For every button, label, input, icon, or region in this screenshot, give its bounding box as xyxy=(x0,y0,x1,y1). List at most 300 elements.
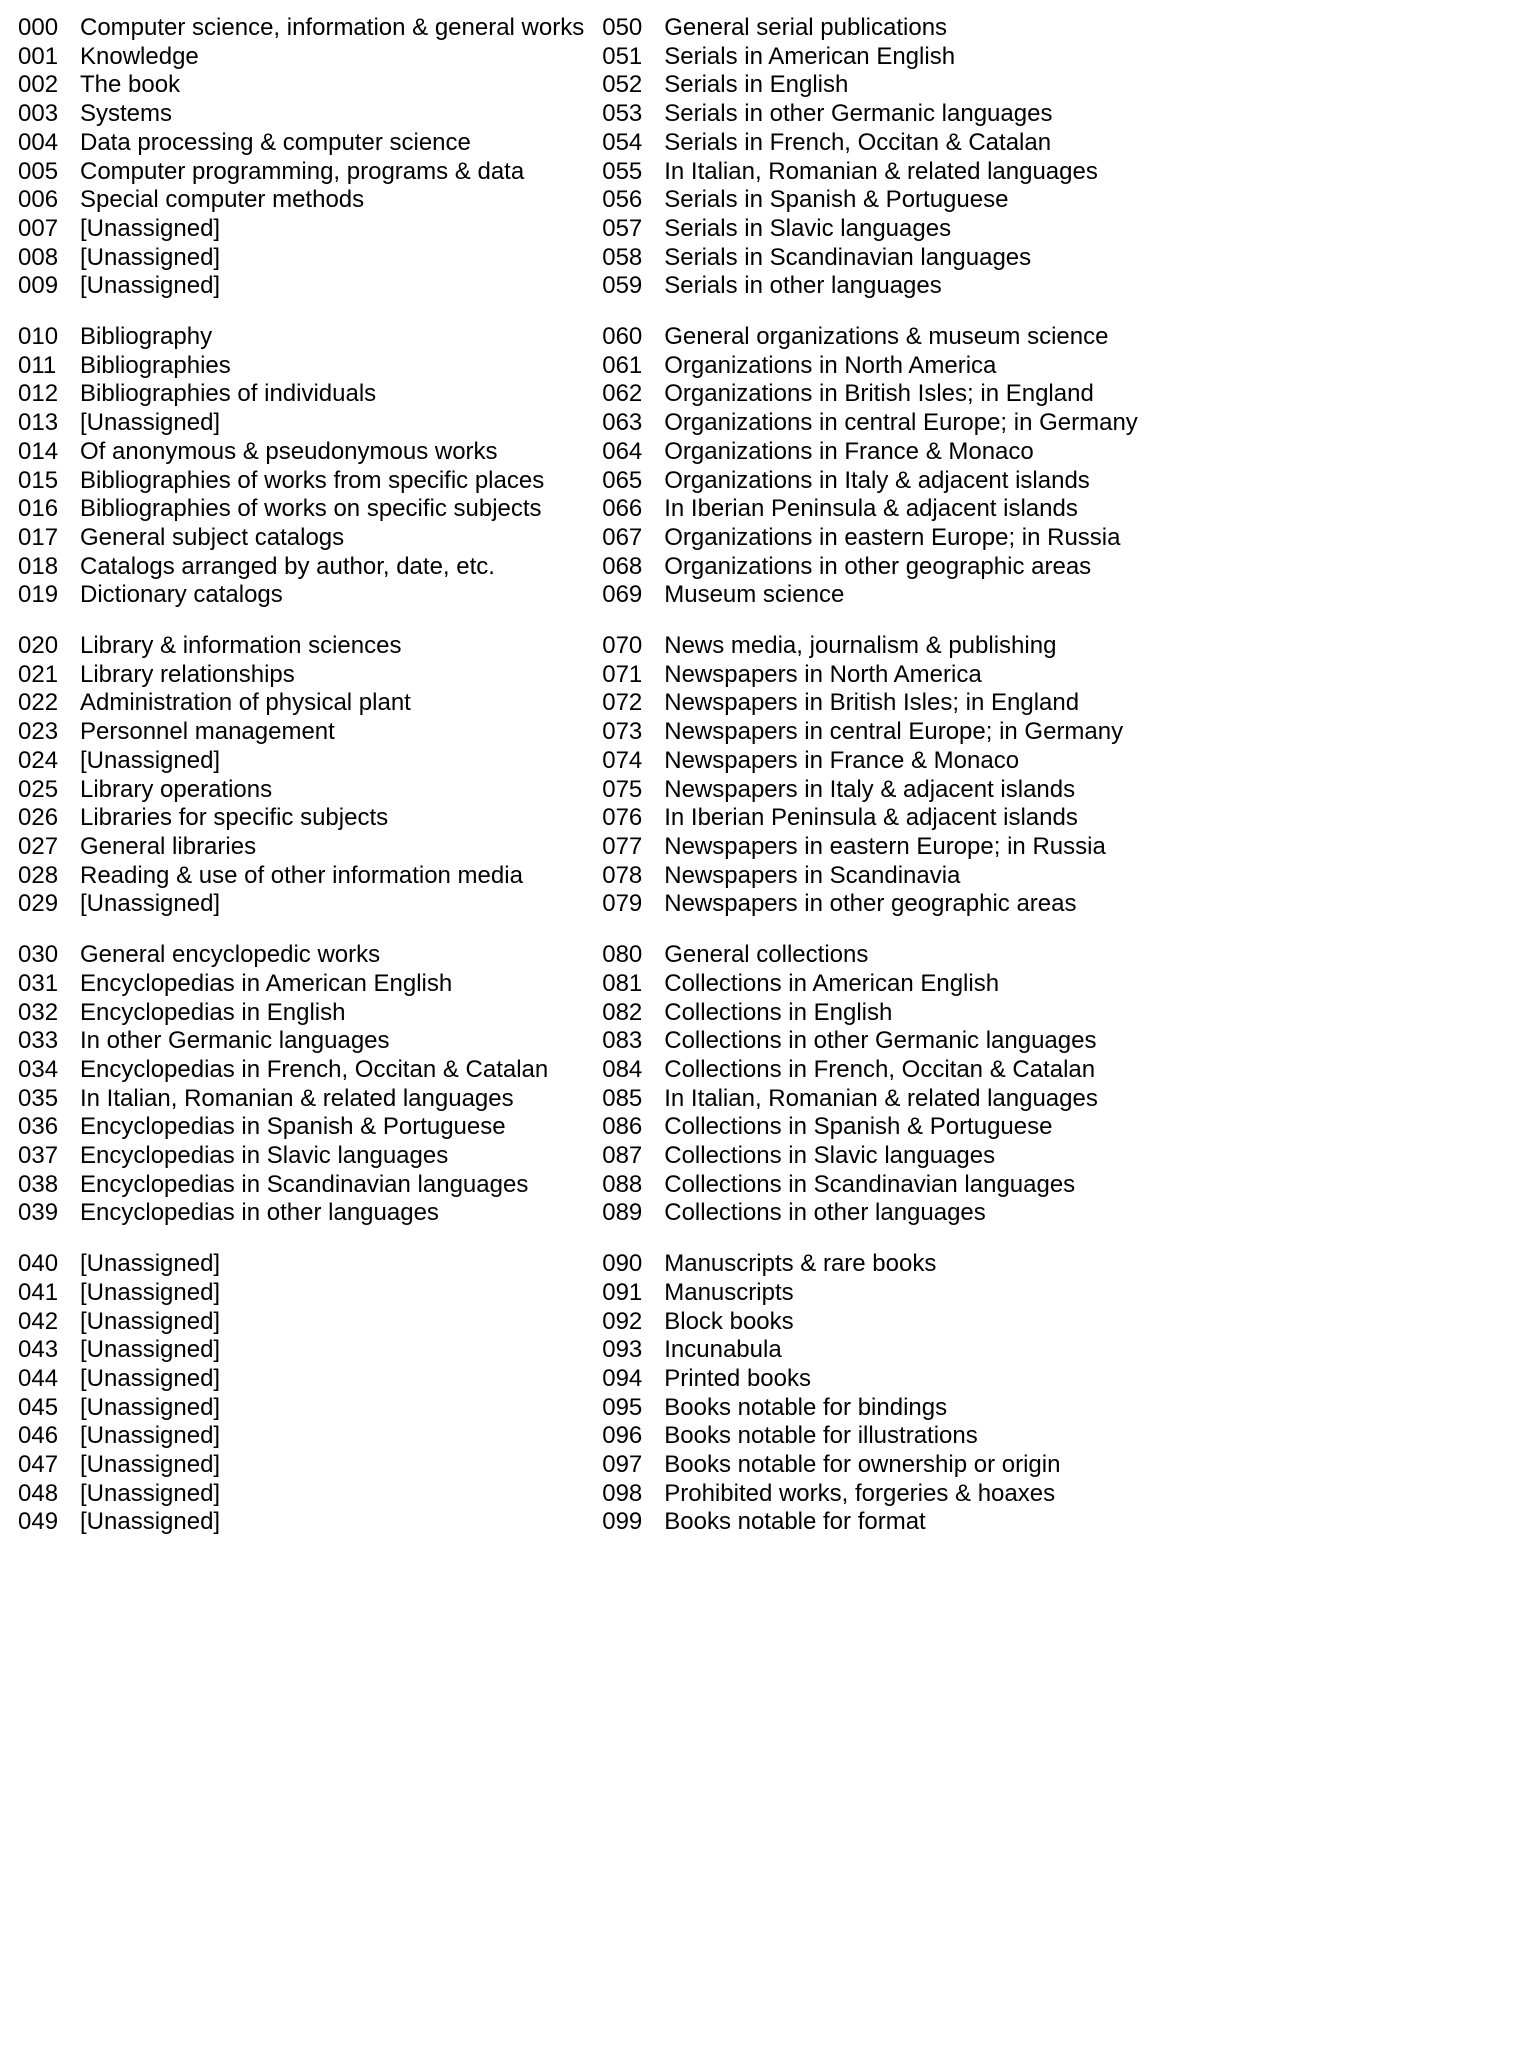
dewey-label: Serials in Spanish & Portuguese xyxy=(664,186,1009,214)
dewey-code: 041 xyxy=(18,1278,59,1306)
dewey-entry-row xyxy=(602,380,1138,409)
dewey-code: 033 xyxy=(18,1027,59,1055)
dewey-code: 061 xyxy=(602,351,643,379)
dewey-entry-row xyxy=(18,244,584,273)
dewey-label: Books notable for bindings xyxy=(664,1393,948,1421)
dewey-label: Serials in other languages xyxy=(664,272,942,300)
dewey-label: Reading & use of other information media xyxy=(80,861,523,889)
dewey-entry-row xyxy=(602,495,1138,524)
dewey-label: Organizations in other geographic areas xyxy=(664,552,1092,580)
dewey-code: 028 xyxy=(18,861,59,889)
dewey-group xyxy=(602,14,1138,301)
dewey-column xyxy=(18,14,584,1559)
dewey-label: Library operations xyxy=(80,775,273,803)
dewey-code: 036 xyxy=(18,1113,59,1141)
dewey-label: Personnel management xyxy=(80,718,335,746)
dewey-entry-row xyxy=(602,438,1138,467)
dewey-label: [Unassigned] xyxy=(80,1422,221,1450)
dewey-entry-row xyxy=(602,1394,1138,1423)
dewey-code: 034 xyxy=(18,1055,59,1083)
dewey-label: Books notable for format xyxy=(664,1508,926,1536)
dewey-label: Systems xyxy=(80,100,173,128)
dewey-label: General libraries xyxy=(80,832,257,860)
dewey-code: 050 xyxy=(602,14,643,41)
dewey-entry-row xyxy=(18,1279,584,1308)
dewey-entry-row xyxy=(18,804,584,833)
dewey-code: 015 xyxy=(18,466,59,494)
dewey-code: 005 xyxy=(18,157,59,185)
dewey-code: 056 xyxy=(602,186,643,214)
dewey-entry-row xyxy=(602,1250,1138,1279)
dewey-code: 060 xyxy=(602,323,643,351)
dewey-code: 079 xyxy=(602,890,643,918)
dewey-code: 063 xyxy=(602,409,643,437)
dewey-code: 088 xyxy=(602,1170,643,1198)
dewey-label: [Unassigned] xyxy=(80,1278,221,1306)
dewey-label: Serials in Scandinavian languages xyxy=(664,243,1032,271)
dewey-entry-row xyxy=(602,632,1138,661)
dewey-entry-row xyxy=(602,553,1138,582)
dewey-label: General collections xyxy=(664,941,869,969)
dewey-entry-row xyxy=(602,215,1138,244)
dewey-entry-row xyxy=(18,718,584,747)
dewey-code: 058 xyxy=(602,243,643,271)
dewey-code: 023 xyxy=(18,718,59,746)
dewey-entry-row xyxy=(602,158,1138,187)
dewey-code: 054 xyxy=(602,128,643,156)
dewey-label: [Unassigned] xyxy=(80,409,221,437)
dewey-label: [Unassigned] xyxy=(80,1508,221,1536)
dewey-label: Special computer methods xyxy=(80,186,365,214)
dewey-label: Collections in English xyxy=(664,998,893,1026)
dewey-entry-row xyxy=(602,524,1138,553)
dewey-entry-row xyxy=(18,380,584,409)
dewey-code: 002 xyxy=(18,71,59,99)
dewey-code: 064 xyxy=(602,437,643,465)
dewey-label: Newspapers in eastern Europe; in Russia xyxy=(664,832,1106,860)
dewey-entry-row xyxy=(18,409,584,438)
dewey-entry-row xyxy=(602,689,1138,718)
dewey-code: 016 xyxy=(18,495,59,523)
dewey-code: 001 xyxy=(18,42,59,70)
dewey-label: Collections in American English xyxy=(664,969,1000,997)
dewey-code: 000 xyxy=(18,14,59,41)
dewey-code: 089 xyxy=(602,1199,643,1227)
dewey-group xyxy=(18,323,584,610)
dewey-entry-row xyxy=(602,1085,1138,1114)
dewey-code: 081 xyxy=(602,969,643,997)
dewey-entry-row xyxy=(18,1336,584,1365)
dewey-code: 010 xyxy=(18,323,59,351)
dewey-entry-row xyxy=(18,1508,584,1537)
dewey-entry-row xyxy=(602,1027,1138,1056)
dewey-entry-row xyxy=(602,776,1138,805)
dewey-label: Bibliographies of works from specific places xyxy=(80,466,545,494)
dewey-code: 026 xyxy=(18,804,59,832)
dewey-code: 044 xyxy=(18,1364,59,1392)
dewey-entry-row xyxy=(18,1199,584,1228)
dewey-label: Serials in French, Occitan & Catalan xyxy=(664,128,1052,156)
dewey-code: 012 xyxy=(18,380,59,408)
dewey-code: 006 xyxy=(18,186,59,214)
dewey-entry-row xyxy=(602,272,1138,301)
dewey-entry-row xyxy=(18,776,584,805)
dewey-label: Serials in other Germanic languages xyxy=(664,100,1053,128)
dewey-entry-row xyxy=(602,718,1138,747)
dewey-label: General subject catalogs xyxy=(80,523,345,551)
dewey-label: Libraries for specific subjects xyxy=(80,804,389,832)
dewey-label: Knowledge xyxy=(80,42,199,70)
dewey-entry-row xyxy=(602,352,1138,381)
dewey-label: Collections in Scandinavian languages xyxy=(664,1170,1076,1198)
dewey-label: General encyclopedic works xyxy=(80,941,381,969)
dewey-label: Bibliographies of individuals xyxy=(80,380,377,408)
dewey-code: 031 xyxy=(18,969,59,997)
dewey-label: Collections in Spanish & Portuguese xyxy=(664,1113,1053,1141)
dewey-code: 011 xyxy=(18,351,57,379)
dewey-entry-row xyxy=(18,524,584,553)
dewey-label: Computer programming, programs & data xyxy=(80,157,525,185)
dewey-entry-row xyxy=(18,186,584,215)
dewey-entry-row xyxy=(602,833,1138,862)
dewey-entry-row xyxy=(602,1171,1138,1200)
dewey-entry-row xyxy=(602,1508,1138,1537)
dewey-label: [Unassigned] xyxy=(80,1364,221,1392)
dewey-label: Encyclopedias in English xyxy=(80,998,346,1026)
dewey-label: Serials in English xyxy=(664,71,849,99)
dewey-code: 066 xyxy=(602,495,643,523)
dewey-code: 091 xyxy=(602,1278,643,1306)
dewey-code: 021 xyxy=(18,660,59,688)
dewey-code: 097 xyxy=(602,1451,643,1479)
dewey-code: 075 xyxy=(602,775,643,803)
dewey-entry-row xyxy=(602,661,1138,690)
dewey-group xyxy=(602,632,1138,919)
dewey-entry-row xyxy=(18,43,584,72)
dewey-code: 078 xyxy=(602,861,643,889)
dewey-entry-row xyxy=(18,1142,584,1171)
dewey-entry-row xyxy=(602,323,1138,352)
dewey-entry-row xyxy=(18,1085,584,1114)
dewey-label: Of anonymous & pseudonymous works xyxy=(80,437,498,465)
dewey-code: 076 xyxy=(602,804,643,832)
dewey-code: 030 xyxy=(18,941,59,969)
dewey-label: Encyclopedias in Slavic languages xyxy=(80,1142,449,1170)
dewey-label: In Italian, Romanian & related languages xyxy=(664,157,1098,185)
dewey-label: Manuscripts & rare books xyxy=(664,1250,937,1278)
dewey-entry-row xyxy=(602,970,1138,999)
dewey-entry-row xyxy=(602,999,1138,1028)
dewey-group xyxy=(18,1250,584,1537)
dewey-entry-row xyxy=(602,409,1138,438)
dewey-code: 008 xyxy=(18,243,59,271)
dewey-entry-row xyxy=(602,747,1138,776)
dewey-code: 038 xyxy=(18,1170,59,1198)
dewey-code: 070 xyxy=(602,632,643,660)
dewey-label: Catalogs arranged by author, date, etc. xyxy=(80,552,495,580)
dewey-entry-row xyxy=(602,581,1138,610)
dewey-code: 019 xyxy=(18,581,59,609)
dewey-entry-row xyxy=(602,890,1138,919)
dewey-entry-row xyxy=(602,1199,1138,1228)
dewey-label: Encyclopedias in American English xyxy=(80,969,453,997)
dewey-label: Newspapers in other geographic areas xyxy=(664,890,1077,918)
dewey-entry-row xyxy=(18,1480,584,1509)
dewey-label: [Unassigned] xyxy=(80,1393,221,1421)
dewey-label: Encyclopedias in Scandinavian languages xyxy=(80,1170,529,1198)
dewey-code: 014 xyxy=(18,437,59,465)
dewey-code: 090 xyxy=(602,1250,643,1278)
dewey-label: [Unassigned] xyxy=(80,1307,221,1335)
dewey-code: 096 xyxy=(602,1422,643,1450)
dewey-label: Printed books xyxy=(664,1364,811,1392)
dewey-entry-row xyxy=(18,1113,584,1142)
dewey-entry-row xyxy=(602,1422,1138,1451)
dewey-group xyxy=(602,941,1138,1228)
dewey-code: 003 xyxy=(18,100,59,128)
dewey-code: 094 xyxy=(602,1364,643,1392)
dewey-code: 020 xyxy=(18,632,59,660)
dewey-group xyxy=(602,1250,1138,1537)
dewey-group xyxy=(18,941,584,1228)
dewey-label: [Unassigned] xyxy=(80,1336,221,1364)
dewey-label: General organizations & museum science xyxy=(664,323,1109,351)
dewey-code: 072 xyxy=(602,689,643,717)
dewey-code: 071 xyxy=(602,660,643,688)
dewey-label: Data processing & computer science xyxy=(80,128,471,156)
dewey-entry-row xyxy=(18,1027,584,1056)
dewey-code: 073 xyxy=(602,718,643,746)
dewey-label: [Unassigned] xyxy=(80,272,221,300)
dewey-entry-row xyxy=(18,1056,584,1085)
dewey-code: 095 xyxy=(602,1393,643,1421)
dewey-label: Dictionary catalogs xyxy=(80,581,283,609)
dewey-label: News media, journalism & publishing xyxy=(664,632,1057,660)
dewey-entry-row xyxy=(18,689,584,718)
dewey-entry-row xyxy=(18,495,584,524)
dewey-code: 067 xyxy=(602,523,643,551)
dewey-entry-row xyxy=(602,71,1138,100)
dewey-entry-row xyxy=(18,272,584,301)
dewey-entry-row xyxy=(602,1142,1138,1171)
dewey-code: 027 xyxy=(18,832,59,860)
dewey-code: 065 xyxy=(602,466,643,494)
dewey-code: 098 xyxy=(602,1479,643,1507)
dewey-label: Organizations in British Isles; in England xyxy=(664,380,1094,408)
dewey-label: Collections in other languages xyxy=(664,1199,986,1227)
dewey-entry-row xyxy=(18,747,584,776)
dewey-entry-row xyxy=(18,1394,584,1423)
dewey-entry-row xyxy=(18,661,584,690)
dewey-label: Books notable for ownership or origin xyxy=(664,1451,1061,1479)
dewey-entry-row xyxy=(602,244,1138,273)
dewey-entry-row xyxy=(18,352,584,381)
dewey-label: Newspapers in Italy & adjacent islands xyxy=(664,775,1076,803)
dewey-code: 022 xyxy=(18,689,59,717)
dewey-code: 047 xyxy=(18,1451,59,1479)
dewey-code: 046 xyxy=(18,1422,59,1450)
dewey-group xyxy=(602,323,1138,610)
dewey-code: 018 xyxy=(18,552,59,580)
dewey-entry-row xyxy=(18,1250,584,1279)
dewey-entry-row xyxy=(18,1451,584,1480)
dewey-entry-row xyxy=(602,1056,1138,1085)
dewey-code: 074 xyxy=(602,746,643,774)
dewey-code: 068 xyxy=(602,552,643,580)
dewey-code: 059 xyxy=(602,272,643,300)
dewey-code: 051 xyxy=(602,42,643,70)
dewey-entry-row xyxy=(602,129,1138,158)
dewey-label: Bibliography xyxy=(80,323,213,351)
dewey-entry-row xyxy=(18,632,584,661)
dewey-entry-row xyxy=(602,1480,1138,1509)
dewey-label: Newspapers in Scandinavia xyxy=(664,861,961,889)
dewey-entry-row xyxy=(602,14,1138,43)
dewey-entry-row xyxy=(18,1171,584,1200)
dewey-label: In Italian, Romanian & related languages xyxy=(80,1084,514,1112)
dewey-label: Encyclopedias in other languages xyxy=(80,1199,439,1227)
dewey-label: Newspapers in central Europe; in Germany xyxy=(664,718,1124,746)
dewey-code: 053 xyxy=(602,100,643,128)
dewey-code: 069 xyxy=(602,581,643,609)
dewey-code: 082 xyxy=(602,998,643,1026)
dewey-code: 057 xyxy=(602,214,643,242)
dewey-entry-row xyxy=(18,1365,584,1394)
dewey-label: Organizations in France & Monaco xyxy=(664,437,1034,465)
dewey-label: Organizations in eastern Europe; in Russia xyxy=(664,523,1121,551)
dewey-code: 024 xyxy=(18,746,59,774)
dewey-entry-row xyxy=(602,186,1138,215)
dewey-label: Newspapers in British Isles; in England xyxy=(664,689,1080,717)
dewey-label: Encyclopedias in French, Occitan & Catalan xyxy=(80,1055,549,1083)
dewey-entry-row xyxy=(18,941,584,970)
dewey-code: 037 xyxy=(18,1142,59,1170)
dewey-code: 052 xyxy=(602,71,643,99)
dewey-label: Collections in Slavic languages xyxy=(664,1142,996,1170)
dewey-code: 085 xyxy=(602,1084,643,1112)
dewey-entry-row xyxy=(602,467,1138,496)
dewey-code: 055 xyxy=(602,157,643,185)
dewey-label: [Unassigned] xyxy=(80,214,221,242)
dewey-label: Museum science xyxy=(664,581,845,609)
dewey-entry-row xyxy=(18,323,584,352)
dewey-entry-row xyxy=(18,215,584,244)
dewey-code: 017 xyxy=(18,523,59,551)
dewey-code: 032 xyxy=(18,998,59,1026)
dewey-label: Organizations in Italy & adjacent islands xyxy=(664,466,1090,494)
dewey-code: 007 xyxy=(18,214,59,242)
dewey-code: 084 xyxy=(602,1055,643,1083)
dewey-entry-row xyxy=(18,833,584,862)
dewey-code: 077 xyxy=(602,832,643,860)
dewey-code: 045 xyxy=(18,1393,59,1421)
dewey-entry-row xyxy=(18,438,584,467)
dewey-entry-row xyxy=(18,71,584,100)
dewey-label: The book xyxy=(80,71,181,99)
dewey-entry-row xyxy=(18,862,584,891)
dewey-column xyxy=(602,14,1138,1559)
dewey-code: 083 xyxy=(602,1027,643,1055)
dewey-entry-row xyxy=(18,1308,584,1337)
dewey-code: 092 xyxy=(602,1307,643,1335)
dewey-label: Organizations in central Europe; in Germany xyxy=(664,409,1138,437)
dewey-entry-row xyxy=(18,553,584,582)
dewey-label: Manuscripts xyxy=(664,1278,794,1306)
dewey-label: Encyclopedias in Spanish & Portuguese xyxy=(80,1113,506,1141)
dewey-entry-row xyxy=(18,581,584,610)
dewey-code: 048 xyxy=(18,1479,59,1507)
dewey-code: 086 xyxy=(602,1113,643,1141)
dewey-entry-row xyxy=(602,1308,1138,1337)
dewey-entry-row xyxy=(602,941,1138,970)
dewey-code: 049 xyxy=(18,1508,59,1536)
dewey-code: 042 xyxy=(18,1307,59,1335)
dewey-label: [Unassigned] xyxy=(80,1451,221,1479)
dewey-group xyxy=(18,14,584,301)
dewey-code: 039 xyxy=(18,1199,59,1227)
dewey-code: 009 xyxy=(18,272,59,300)
dewey-label: Incunabula xyxy=(664,1336,782,1364)
dewey-code: 013 xyxy=(18,409,59,437)
dewey-entry-row xyxy=(602,1365,1138,1394)
dewey-entry-row xyxy=(602,1113,1138,1142)
dewey-entry-row xyxy=(18,1422,584,1451)
dewey-label: Newspapers in France & Monaco xyxy=(664,746,1020,774)
dewey-label: Serials in American English xyxy=(664,42,956,70)
dewey-label: Bibliographies of works on specific subjects xyxy=(80,495,542,523)
dewey-label: In other Germanic languages xyxy=(80,1027,390,1055)
dewey-label: [Unassigned] xyxy=(80,890,221,918)
dewey-entry-row xyxy=(18,890,584,919)
dewey-entry-row xyxy=(18,14,584,43)
dewey-label: [Unassigned] xyxy=(80,1479,221,1507)
dewey-label: Serials in Slavic languages xyxy=(664,214,952,242)
dewey-code: 025 xyxy=(18,775,59,803)
dewey-entry-row xyxy=(18,467,584,496)
dewey-entry-row xyxy=(18,999,584,1028)
dewey-label: [Unassigned] xyxy=(80,243,221,271)
dewey-entry-row xyxy=(602,862,1138,891)
dewey-entry-row xyxy=(18,158,584,187)
dewey-label: [Unassigned] xyxy=(80,746,221,774)
dewey-label: Bibliographies xyxy=(80,351,231,379)
dewey-entry-row xyxy=(602,1451,1138,1480)
dewey-code: 087 xyxy=(602,1142,643,1170)
dewey-code: 093 xyxy=(602,1336,643,1364)
dewey-label: Collections in other Germanic languages xyxy=(664,1027,1097,1055)
dewey-label: In Iberian Peninsula & adjacent islands xyxy=(664,495,1078,523)
dewey-label: In Iberian Peninsula & adjacent islands xyxy=(664,804,1078,832)
dewey-label: Organizations in North America xyxy=(664,351,997,379)
dewey-entry-row xyxy=(18,970,584,999)
dewey-label: Administration of physical plant xyxy=(80,689,411,717)
dewey-entry-row xyxy=(18,129,584,158)
dewey-entry-row xyxy=(602,43,1138,72)
dewey-code: 040 xyxy=(18,1250,59,1278)
dewey-code: 080 xyxy=(602,941,643,969)
dewey-label: General serial publications xyxy=(664,14,948,41)
dewey-label: Prohibited works, forgeries & hoaxes xyxy=(664,1479,1056,1507)
dewey-label: Computer science, information & general works xyxy=(80,14,585,41)
dewey-group xyxy=(18,632,584,919)
dewey-entry-row xyxy=(602,804,1138,833)
dewey-label: Newspapers in North America xyxy=(664,660,982,688)
dewey-label: Books notable for illustrations xyxy=(664,1422,978,1450)
dewey-label: Library & information sciences xyxy=(80,632,402,660)
dewey-label: Block books xyxy=(664,1307,794,1335)
dewey-label: Collections in French, Occitan & Catalan xyxy=(664,1055,1096,1083)
dewey-code: 029 xyxy=(18,890,59,918)
